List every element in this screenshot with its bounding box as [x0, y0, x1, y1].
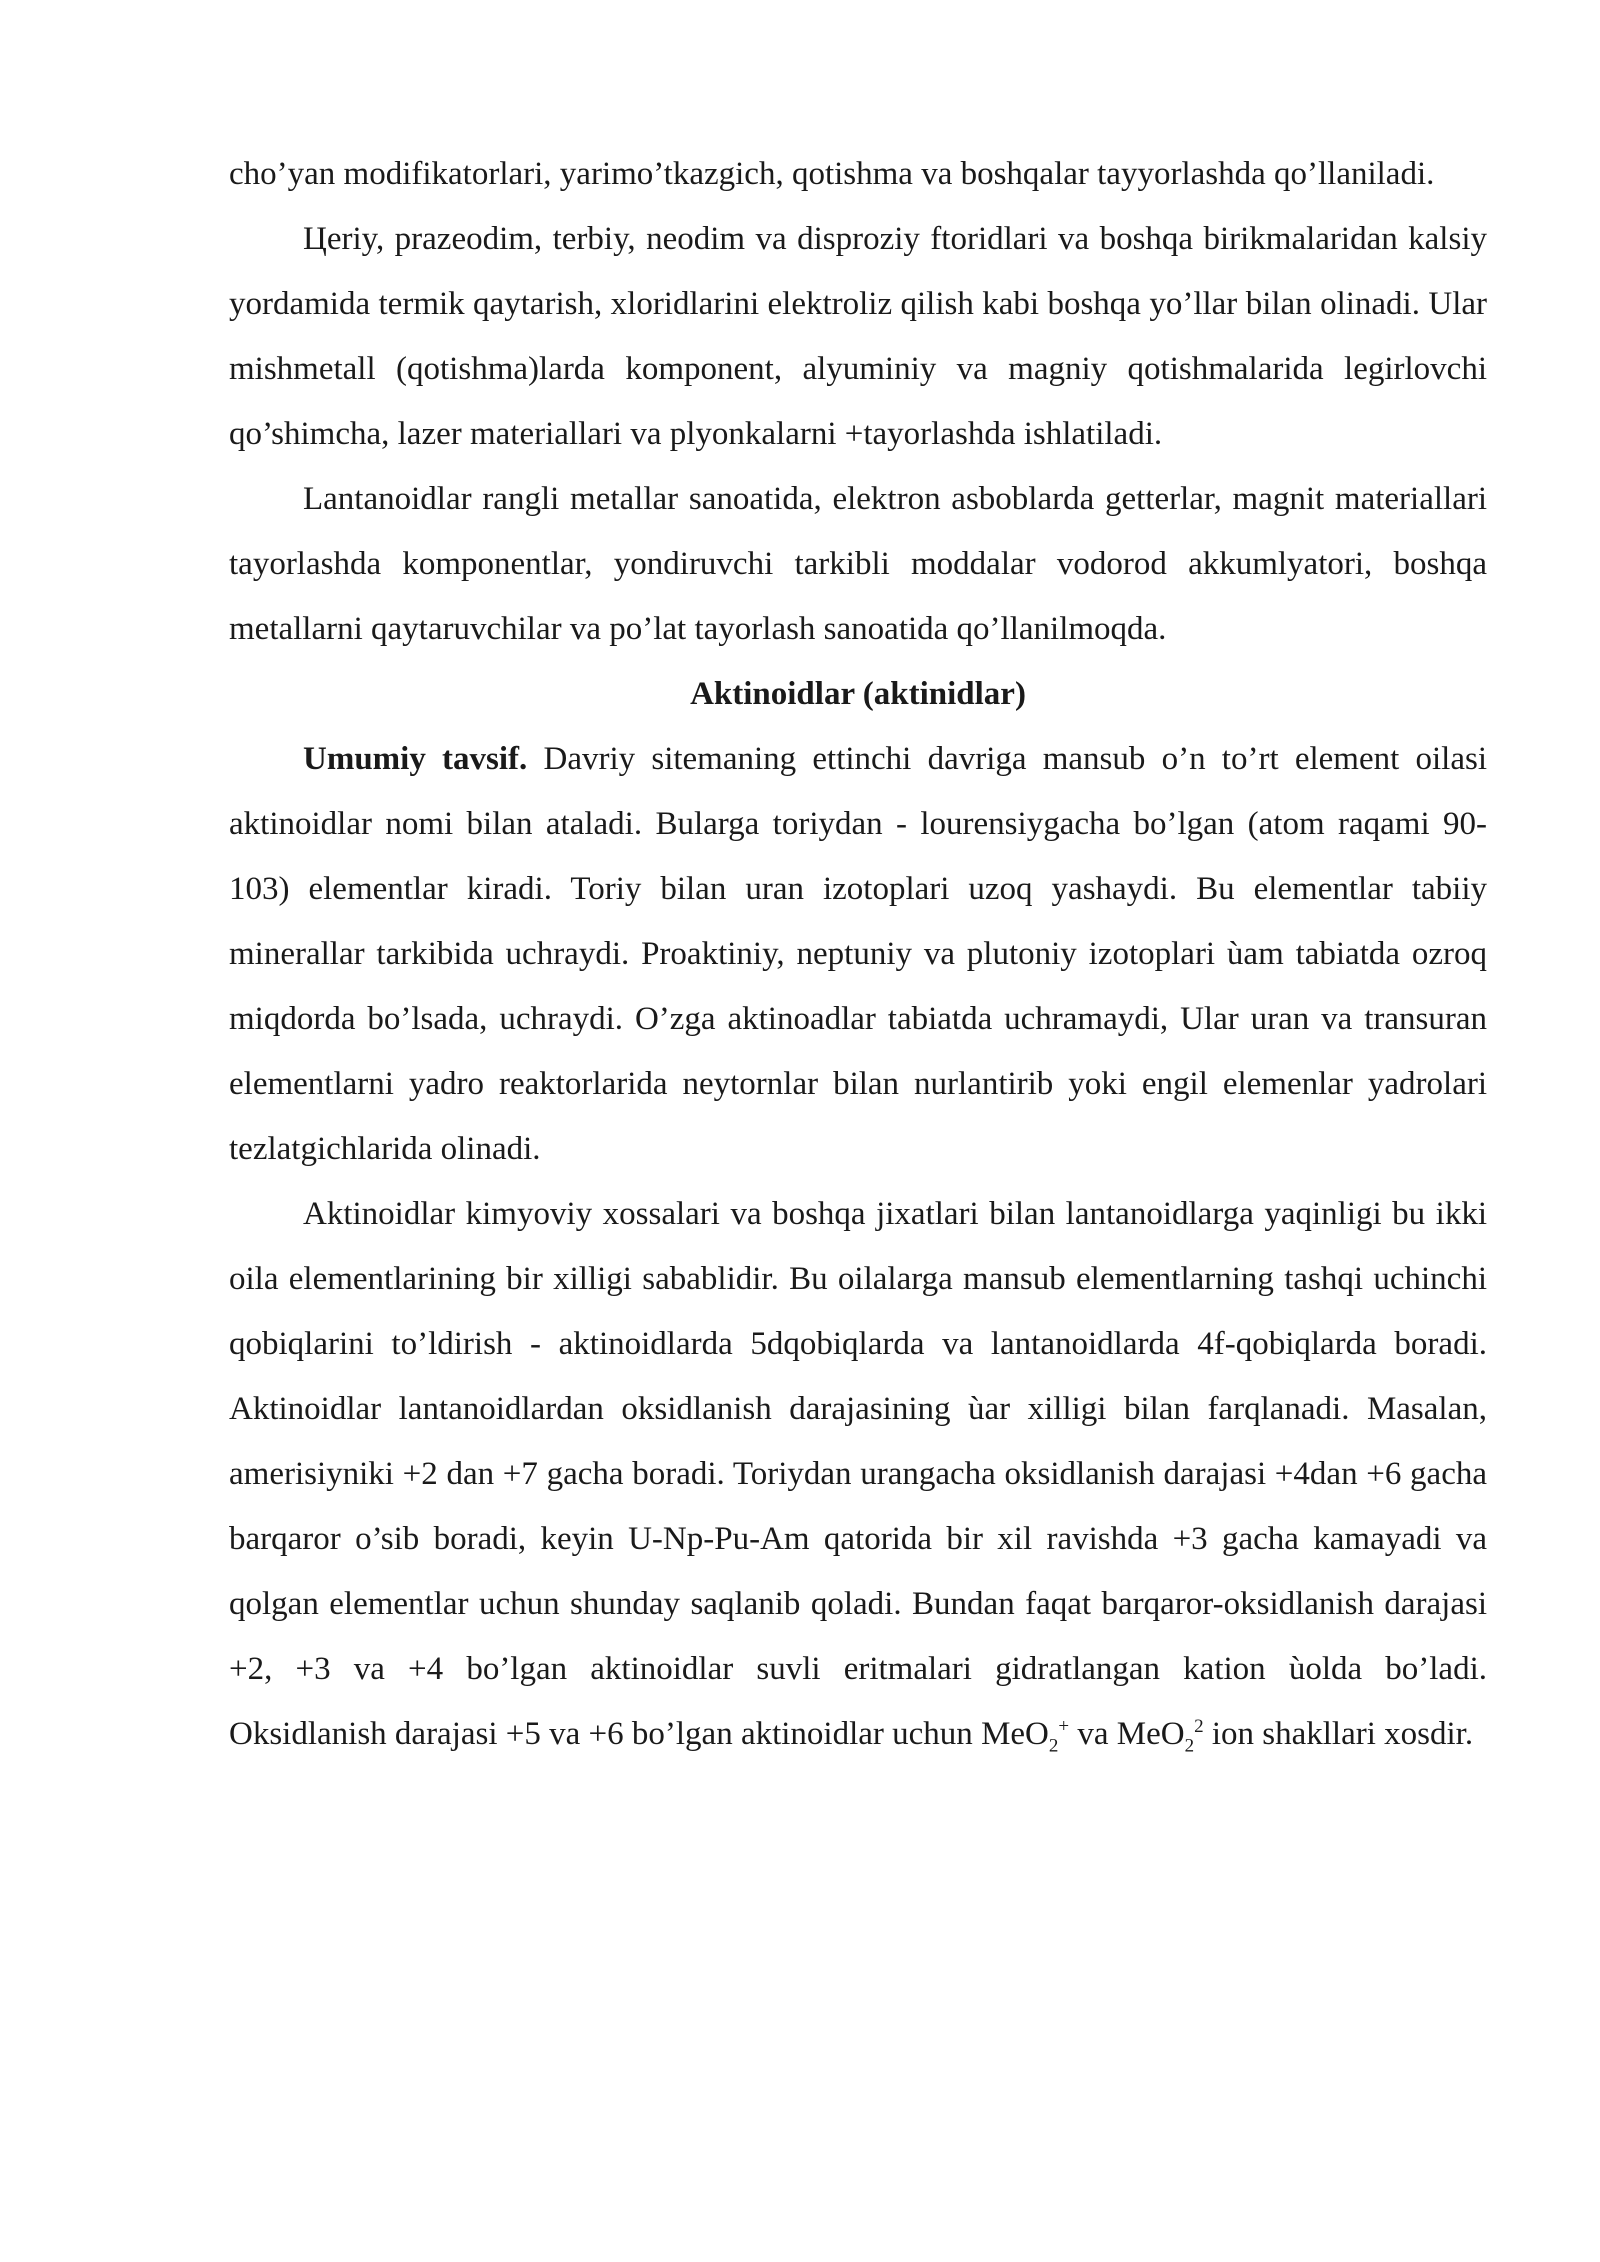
- paragraph-5-text: Aktinoidlar kimyoviy xossalari va boshqa jixatlari bilan lantanoidlarga yaqinligi bu ikki oila elementlarining bir xilligi sabablidir. Bu oilalarga mansub elementlarning tashqi uchinchi qobiqlarini to’ldirish - aktinoidlarda 5dqobiqlarda va lantanoidlarda 4f-qobiqlarda boradi. Aktinoidlar lantanoidlardan oksidlanish darajasining ùar xilligi bilan farqlanadi. Masalan, amerisiyniki +2 dan +7 gacha boradi. Toriydan urangacha oksidlanish darajasi +4dan +6 gacha barqaror o’sib boradi, keyin U-Np-Pu-Am qatorida bir xil ravishda +3 gacha kamayadi va qolgan elementlar uchun shunday saqlanib qoladi. Bundan faqat barqaror-oksidlanish darajasi +2, +3 va +4 bo’lgan aktinoidlar suvli eritmalari gidratlangan kation ùolda bo’ladi. Oksidlanish darajasi +5 va +6 bo’lgan aktinoidlar uchun: [229, 1196, 1487, 1752]
- formula-2-subscript: 2: [1184, 1735, 1195, 1757]
- section-intro-text: Davriy sitemaning ettinchi davriga mansub o’n to’rt element oilasi aktinoidlar nomi bilan ataladi. Bularga toriydan - lourensiygacha bo’lgan (atom raqami 90-103) elementlar kiradi. Toriy bilan uran izotoplari uzoq yashaydi. Bu elementlar tabiiy minerallar tarkibida uchraydi. Proaktiniy, neptuniy va plutoniy izotoplari ùam tabiatda ozroq miqdorda bo’lsada, uchraydi. O’zga aktinoadlar tabiatda uchramaydi, Ular uran va transuran elementlarni yadro reaktorlarida neytornlar bilan nurlantirib yoki engil elemenlar yadrolari tezlatgichlarida olinadi.: [229, 741, 1487, 1167]
- formula-2-superscript: 2: [1194, 1716, 1204, 1737]
- formula-2: [1116, 1716, 1204, 1757]
- paragraph-4: [229, 727, 1487, 1182]
- paragraph-3: Lantanoidlar rangli metallar sanoatida, elektron asboblarda getterlar, magnit materiallari tayorlashda komponentlar, yondiruvchi tarkibli moddalar vodorod akkumlyatori, boshqa metallarni qaytaruvchilar va po’lat tayorlash sanoatida qo’llanilmoqda.: [229, 481, 1487, 647]
- paragraph-2: Цeriy, prazeodim, terbiy, neodim va disproziy ftoridlari va boshqa birikmalaridan kalsiy yordamida termik qaytarish, xloridlarini elektroliz qilish kabi boshqa yo’llar bilan olinadi. Ular mishmetall (qotishma)larda komponent, alyuminiy va magniy qotishmalarida legirlovchi qo’shimcha, lazer materiallari va plyonkalarni +tayorlashda ishlatiladi.: [229, 221, 1487, 452]
- section-heading: Aktinoidlar (aktinidlar): [690, 676, 1026, 712]
- formula-joiner: va: [1069, 1716, 1117, 1752]
- formula-2-base: MeO: [1116, 1716, 1185, 1752]
- paragraph-1: cho’yan modifikatorlari, yarimo’tkazgich, qotishma va boshqalar tayyorlashda qo’llaniladi.: [229, 156, 1435, 192]
- paragraph-5-end: ion shakllari xosdir.: [1203, 1716, 1474, 1752]
- formula-1: [981, 1716, 1070, 1757]
- formula-1-subscript: 2: [1048, 1735, 1059, 1757]
- formula-1-superscript: +: [1058, 1716, 1070, 1737]
- formula-1-base: MeO: [981, 1716, 1049, 1752]
- section-lead: Umumiy tavsif.: [303, 741, 528, 777]
- paragraph-5: [229, 1182, 1487, 1767]
- document-page: [229, 142, 1487, 1767]
